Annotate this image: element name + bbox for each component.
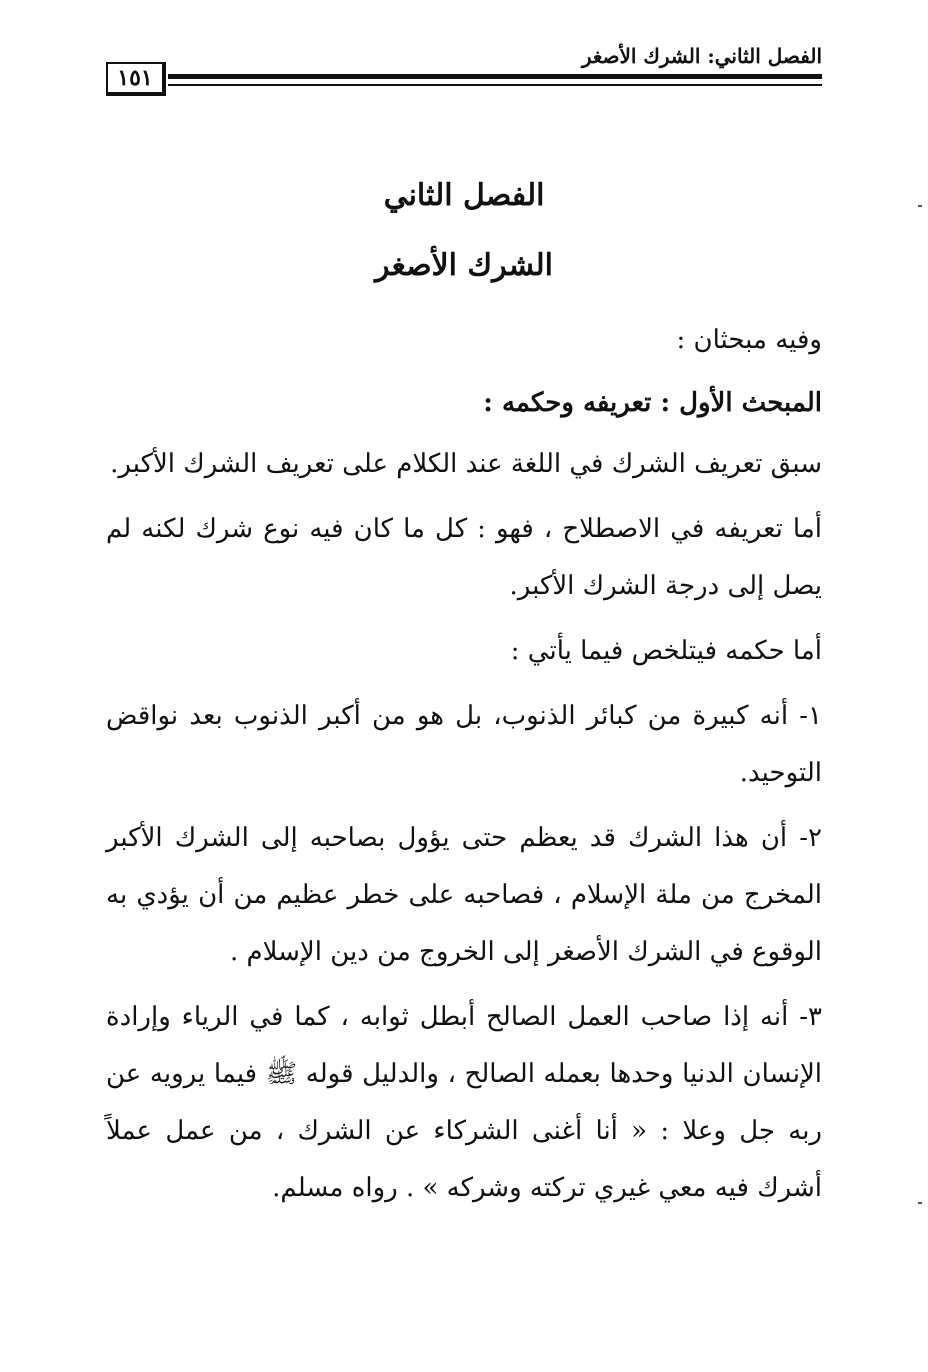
paragraph: سبق تعريف الشرك في اللغة عند الكلام على تعريف الشرك الأكبر. [110,449,822,479]
scan-mark [918,205,922,207]
paragraph: ١- أنه كبيرة من كبائر الذنوب، بل هو من أكبر الذنوب بعد نواقض التوحيد. [106,701,822,788]
section-heading: المبحث الأول : تعريفه وحكمه : [483,388,822,418]
intro-line: وفيه مبحثان : [676,325,822,355]
scan-mark [918,1202,922,1204]
paragraph: أما تعريفه في الاصطلاح ، فهو : كل ما كان فيه نوع شرك لكنه لم يصل إلى درجة الشرك الأكبر. [106,514,822,601]
page-number: ١٥١ [117,65,153,91]
page-number-box [106,62,166,96]
header-rule-thick [168,74,822,79]
paragraph: أما حكمه فيتلخص فيما يأتي : [510,636,822,666]
chapter-title: الفصل الثاني [383,178,545,213]
body-text [106,312,822,1225]
running-title: الفصل الثاني: الشرك الأصغر [581,44,822,68]
paragraph: ٣- أنه إذا صاحب العمل الصالح أبطل ثوابه ، كما في الرياء وإرادة الإنسان الدنيا وحدها بعمله الصالح ، والدليل قوله ﷺ فيما يرويه عن ربه جل وعلا : « أنا أغنى الشركاء عن الشرك ، من عمل عملاً أشرك فيه معي غيري تركته وشركه » . رواه مسلم. [106,1002,822,1203]
header-rule-thin [168,84,822,86]
paragraph: ٢- أن هذا الشرك قد يعظم حتى يؤول بصاحبه إلى الشرك الأكبر المخرج من ملة الإسلام ، فصاحبه على خطر عظيم من أن يؤدي به الوقوع في الشرك الأصغر إلى الخروج من دين الإسلام . [106,823,822,967]
chapter-subtitle: الشرك الأصغر [375,248,553,283]
